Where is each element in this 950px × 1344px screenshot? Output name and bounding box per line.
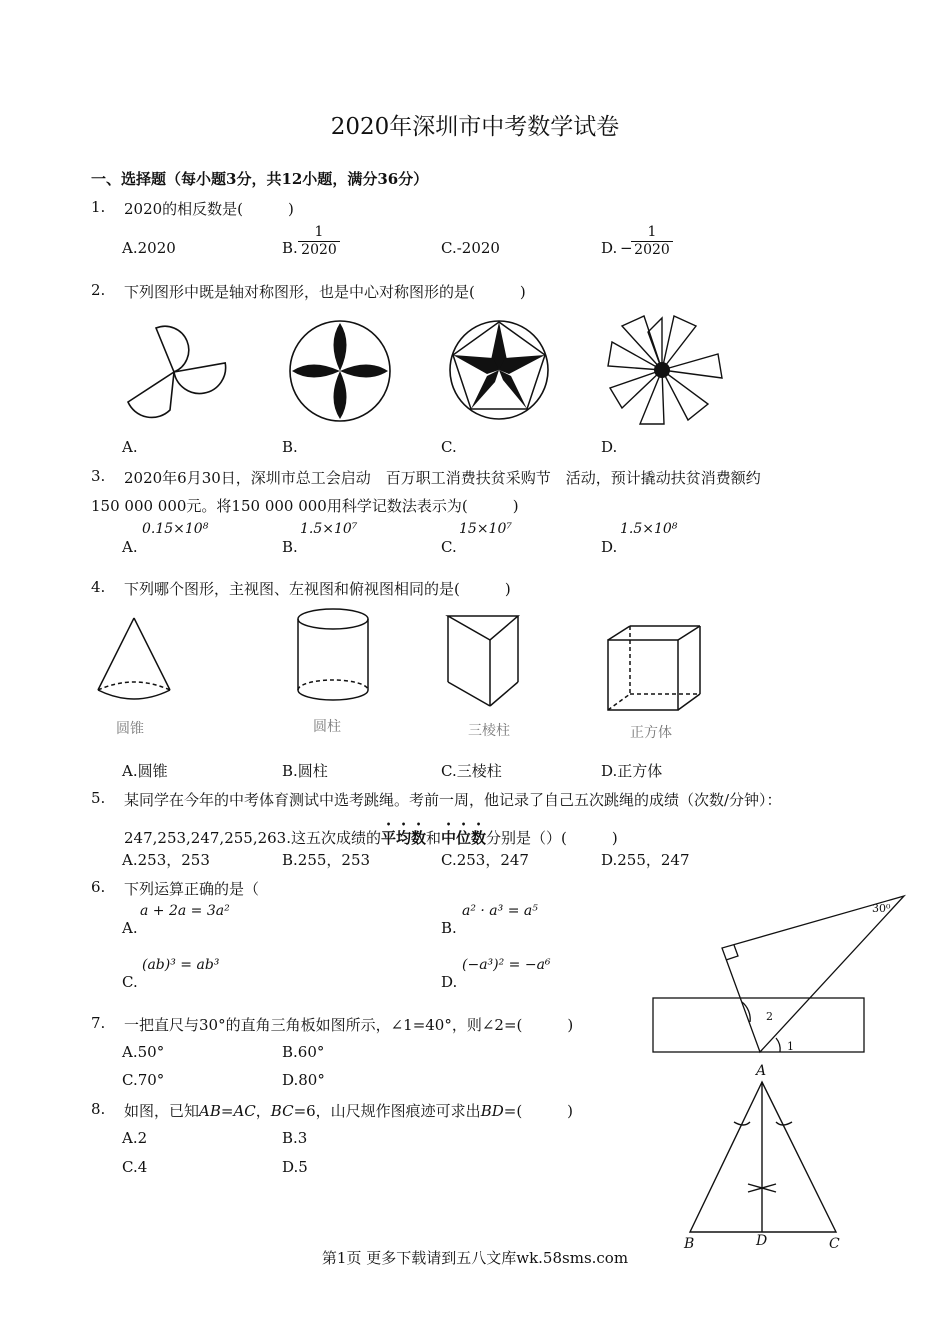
q2-stem: 下列图形中既是轴对称图形，也是中心对称图形的是( ): [124, 283, 526, 301]
cone-caption: 圆锥: [116, 721, 144, 737]
q1-option-a: A.2020: [122, 239, 176, 257]
fig8-label-a: A: [756, 1063, 767, 1079]
q2-option-c: C.: [441, 438, 457, 456]
q8-bd: BD: [480, 1102, 504, 1120]
fig8-label-c: C: [829, 1236, 840, 1252]
q2-option-b: B.: [282, 438, 298, 456]
q4-option-c: C.三棱柱: [441, 762, 502, 780]
section-heading: 一、选择题（每小题3分，共12小题，满分36分）: [91, 170, 429, 188]
figure-isosceles-triangle: [684, 1078, 844, 1238]
q1-d-denominator: 2020: [631, 241, 673, 259]
q6-option-a-math: a + 2a = 3a²: [140, 903, 230, 919]
q8-stem-g: =6，山尺规作图痕迹可求出: [293, 1102, 481, 1120]
figure-cone: [94, 614, 174, 704]
q5-line2-and: 和: [426, 829, 442, 847]
q7-number: 7.: [91, 1014, 106, 1032]
q2-option-d: D.: [601, 438, 618, 456]
q5-line2-a: 247,253,247,255,263.这五次成绩的: [124, 829, 381, 847]
q4-option-a: A.圆锥: [122, 762, 168, 780]
q8-option-d: D.5: [282, 1158, 308, 1176]
q7-option-a: A.50°: [122, 1043, 165, 1061]
q3-stem-line2: 150 000 000元。将150 000 000用科学记数法表示为( ): [91, 497, 519, 515]
q3-option-b-label: B.: [282, 538, 298, 556]
q1-d-numerator: 1: [647, 224, 657, 240]
q1-option-b-label: B.: [282, 239, 298, 257]
q6-option-d-math: (−a³)² = −a⁶: [462, 957, 551, 973]
q8-option-b: B.3: [282, 1129, 308, 1147]
figure-four-petal-circle: [287, 318, 393, 424]
q8-stem-a: 如图，已知: [124, 1102, 200, 1120]
q1-d-minus: −: [620, 239, 633, 257]
cube-caption: 正方体: [630, 725, 672, 741]
q8-eq: =: [220, 1102, 234, 1120]
q2-number: 2.: [91, 281, 106, 299]
q5-option-c: C.253，247: [441, 851, 529, 869]
q7-option-d: D.80°: [282, 1071, 325, 1089]
q4-option-d: D.正方体: [601, 762, 663, 780]
q3-option-d-label: D.: [601, 538, 618, 556]
fig7-label-30: 30⁰: [872, 902, 891, 915]
page-footer: 第1页 更多下载请到五八文库wk.58sms.com: [321, 1249, 629, 1267]
q6-option-d-label: D.: [441, 973, 458, 991]
fig8-label-d: D: [756, 1233, 768, 1249]
q3-option-c-label: C.: [441, 538, 457, 556]
figure-star-pentagon-circle: [447, 318, 551, 422]
q8-comma: ，: [255, 1102, 271, 1120]
q6-option-a-label: A.: [122, 919, 138, 937]
q8-stem-i: =( ): [503, 1102, 574, 1120]
q8-bc: BC: [270, 1102, 294, 1120]
q6-option-b-math: a² · a³ = a⁵: [462, 903, 538, 919]
q5-line2-average: 平均数: [381, 829, 427, 847]
q3-number: 3.: [91, 467, 106, 485]
q7-stem: 一把直尺与30°的直角三角板如图所示，∠1=40°，则∠2=( ): [124, 1016, 574, 1034]
q5-stem-line1: 某同学在今年的中考体育测试中选考跳绳。考前一周，他记录了自己五次跳绳的成绩（次数/分钟）：: [124, 791, 782, 809]
figure-pinwheel-triangles: [604, 312, 724, 428]
q3-option-d-math: 1.5×10⁸: [620, 521, 678, 537]
q1-option-d-label: D.: [601, 239, 618, 257]
figure-triple-semicircle: [118, 310, 233, 420]
q6-option-c-label: C.: [122, 973, 138, 991]
figure-cube: [606, 624, 702, 716]
q8-number: 8.: [91, 1100, 106, 1118]
fig7-label-2: 2: [766, 1010, 773, 1023]
q4-stem: 下列哪个图形，主视图、左视图和俯视图相同的是( ): [124, 580, 511, 598]
q1-b-denominator: 2020: [298, 241, 340, 259]
q3-option-c-math: 15×10⁷: [459, 521, 512, 537]
q2-option-a: A.: [122, 438, 138, 456]
q5-stem-line2: [124, 819, 618, 848]
q1-option-d-fraction: [631, 224, 673, 259]
q8-ab: AB: [199, 1102, 221, 1120]
q1-option-b-fraction: [298, 224, 340, 259]
q7-option-c: C.70°: [122, 1071, 165, 1089]
page-title: 2020年深圳市中考数学试卷: [330, 114, 620, 140]
prism-caption: 三棱柱: [468, 723, 510, 739]
fig7-label-1: 1: [787, 1040, 794, 1053]
figure-cylinder: [294, 606, 372, 706]
q1-stem: 2020的相反数是( ): [124, 200, 294, 218]
q3-stem-line1: 2020年6月30日，深圳市总工会启动 百万职工消费扶贫采购节 活动，预计撬动扶贫消费额约: [124, 469, 761, 487]
q5-option-b: B.255，253: [282, 851, 371, 869]
q8-stem: [124, 1100, 573, 1121]
q6-option-c-math: (ab)³ = ab³: [142, 957, 220, 973]
q1-b-numerator: 1: [314, 224, 324, 240]
q6-stem: 下列运算正确的是（: [124, 880, 260, 898]
figure-triangular-prism: [444, 612, 522, 712]
q5-number: 5.: [91, 789, 106, 807]
q3-option-a-label: A.: [122, 538, 138, 556]
q1-number: 1.: [91, 198, 106, 216]
q6-option-b-label: B.: [441, 919, 457, 937]
q5-option-d: D.255，247: [601, 851, 690, 869]
q6-number: 6.: [91, 878, 106, 896]
q1-option-c: C.-2020: [441, 239, 500, 257]
q4-number: 4.: [91, 578, 106, 596]
fig8-label-b: B: [684, 1236, 695, 1252]
q3-option-a-math: 0.15×10⁸: [142, 521, 209, 537]
q5-line2-e: 分别是（）( ): [486, 829, 618, 847]
q8-option-c: C.4: [122, 1158, 148, 1176]
figure-ruler-triangle: [650, 890, 910, 1060]
q8-ac: AC: [233, 1102, 256, 1120]
cylinder-caption: 圆柱: [313, 719, 341, 735]
q7-option-b: B.60°: [282, 1043, 325, 1061]
q5-line2-median: 中位数: [441, 829, 487, 847]
q8-option-a: A.2: [122, 1129, 148, 1147]
q5-option-a: A.253，253: [122, 851, 210, 869]
q4-option-b: B.圆柱: [282, 762, 328, 780]
q3-option-b-math: 1.5×10⁷: [300, 521, 358, 537]
